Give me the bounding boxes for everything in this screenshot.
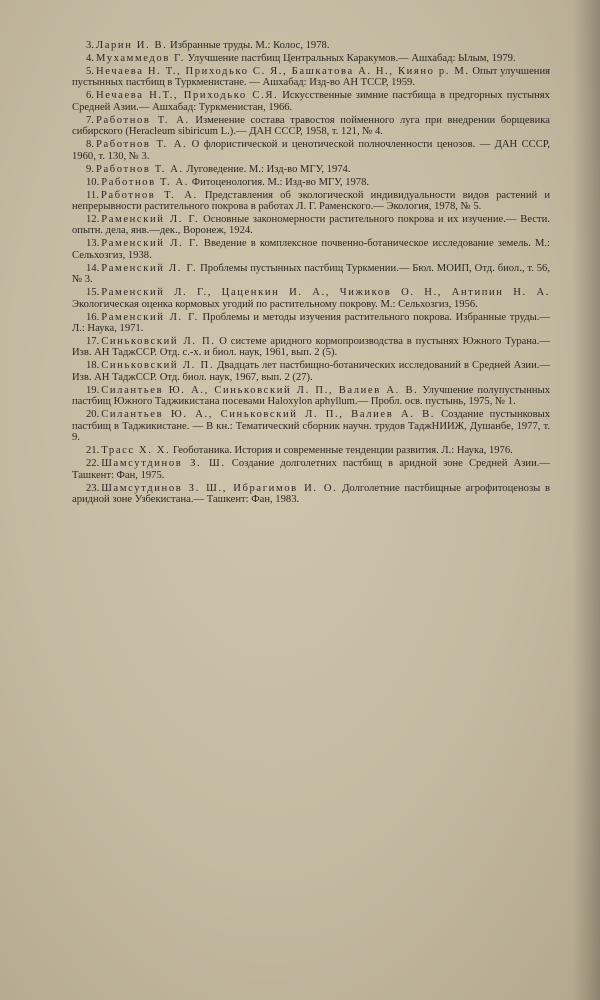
reference-authors: Нечаева Н.Т., Приходько С.Я. bbox=[95, 90, 279, 102]
reference-number: 4. bbox=[86, 53, 94, 64]
reference-authors: Раменский Л. Г., Цаценкин И. А., Чижиков О. Н., Антипин Н. А. bbox=[101, 287, 550, 299]
reference-details: Создание долголетних пастбищ в аридной зоне Средней Азии.— Ташкент: Фан, 1975. bbox=[72, 458, 551, 481]
reference-item bbox=[72, 66, 550, 89]
reference-details: Изменение состава травостоя пойменного луга при внедрении борщевика сибирского (Heracleum sibiricum L.).— ДАН СССР, 1958, т. 121, № 4. bbox=[72, 114, 550, 138]
reference-details: О системе аридного кормопроизводства в пустынях Южного Турана.— Изв. АН ТаджССР. Отд. с.-х. и биол. наук, 1961, вып. 2 (5). bbox=[72, 336, 550, 359]
reference-number: 3. bbox=[86, 40, 94, 51]
reference-authors: Силантьев Ю. А., Синьковский Л. П., Валиев А. В. bbox=[101, 409, 436, 421]
reference-authors: Раменский Л. Г. bbox=[101, 311, 199, 323]
reference-item bbox=[72, 53, 550, 64]
reference-authors: Синьковский Л. П. bbox=[101, 336, 216, 348]
reference-authors: Шамсутдинов З. Ш. bbox=[101, 458, 226, 470]
reference-details: Основные закономерности растительного покрова и их изучение.— Вести. опытн. дела, янв.—дек., Воронеж, 1924. bbox=[72, 214, 550, 237]
reference-item bbox=[72, 164, 550, 175]
reference-details: Представления об экологической индивидуальности видов растений и непрерывности растительного покрова в работах Л. Г. Раменского.— Экология, 1978, № 5. bbox=[72, 189, 551, 213]
reference-authors: Мухаммедов Г. bbox=[95, 53, 185, 64]
reference-item bbox=[72, 190, 550, 213]
reference-authors: Работнов Т. А. bbox=[95, 139, 188, 151]
reference-authors: Работнов Т. А. bbox=[101, 176, 190, 188]
reference-number: 12. bbox=[86, 214, 100, 226]
reference-number: 16. bbox=[86, 311, 100, 323]
reference-item bbox=[72, 40, 550, 51]
reference-details: Долголетние пастбищные агрофитоценозы в аридной зоне Узбекистана.— Ташкент: Фан, 1983. bbox=[72, 482, 550, 505]
reference-details: Проблемы и методы изучения растительного покрова. Избранные труды.— Л.: Наука, 1971. bbox=[72, 311, 550, 335]
reference-details: Создание пустынковых пастбищ в Таджикистане. — В кн.: Тематический сборник научн. трудов ТаджНИИЖ, Душанбе, 1977, т. 9. bbox=[72, 409, 550, 444]
reference-details: Проблемы пустынных пастбищ Туркмении.— Бюл. МОИП, Отд. биол., т. 56, № 3. bbox=[72, 262, 550, 286]
reference-item bbox=[72, 139, 550, 162]
reference-authors: Работнов Т. А. bbox=[95, 163, 184, 175]
reference-number: 20. bbox=[86, 409, 100, 421]
reference-authors: Раменский Л. Г. bbox=[101, 238, 200, 250]
page-gutter-shadow bbox=[572, 0, 600, 1000]
reference-item bbox=[72, 483, 550, 506]
reference-authors: Раменский Л. Г. bbox=[101, 214, 200, 226]
reference-number: 18. bbox=[86, 360, 100, 372]
reference-number: 15. bbox=[86, 287, 100, 299]
reference-number: 5. bbox=[86, 66, 94, 77]
reference-details: Двадцать лет пастбищно-ботанических исследований в Средней Азии.— Изв. АН ТаджССР. Отд. биол. наук, 1967, вып. 2 (27). bbox=[72, 360, 550, 383]
reference-item bbox=[72, 445, 550, 456]
reference-details: Улучшение пастбищ Центральных Каракумов.— Ашхабад: Ылым, 1979. bbox=[187, 53, 516, 64]
reference-item bbox=[72, 287, 550, 310]
reference-item bbox=[72, 409, 550, 443]
reference-details: Опыт улучшения пустынных пастбищ в Туркменистане. — Ашхабад: Изд-во АН ТССР, 1959. bbox=[72, 66, 550, 89]
reference-authors: Раменский Л. Г. bbox=[101, 262, 198, 274]
reference-authors: Ларин И. В. bbox=[95, 40, 168, 51]
reference-number: 23. bbox=[86, 482, 100, 494]
reference-item bbox=[72, 214, 550, 237]
reference-authors: Синьковский Л. П. bbox=[101, 360, 215, 372]
reference-details: Луговедение. М.: Изд-во МГУ, 1974. bbox=[186, 163, 351, 175]
reference-number: 22. bbox=[86, 458, 100, 470]
reference-authors: Трасс Х. Х. bbox=[101, 445, 171, 457]
reference-details: Избранные труды. М.: Колос, 1978. bbox=[170, 40, 330, 51]
reference-authors: Работнов Т. А. bbox=[100, 189, 198, 201]
reference-item bbox=[72, 115, 550, 138]
reference-item bbox=[72, 312, 550, 335]
reference-details: Улучшение полупустынных пастбищ Южного Таджикистана посевами Haloxylon aphyllum.— Пробл. осв. пустынь, 1975, № 1. bbox=[72, 384, 550, 408]
reference-number: 10. bbox=[86, 176, 100, 188]
reference-authors: Шамсутдинов З. Ш., Ибрагимов И. О. bbox=[101, 482, 338, 494]
reference-number: 14. bbox=[86, 262, 100, 274]
reference-item bbox=[72, 177, 550, 188]
reference-details: Искусственные зимние пастбища в предгорных пустынях Средней Азии.— Ашхабад: Туркменистан, 1966. bbox=[72, 90, 550, 113]
reference-number: 19. bbox=[86, 384, 100, 396]
reference-details: Фитоценология. М.: Изд-во МГУ, 1978. bbox=[191, 176, 370, 188]
reference-details: Экологическая оценка кормовых угодий по растительному покрову. М.: Сельхозгиз, 1956. bbox=[72, 298, 478, 310]
reference-item bbox=[72, 336, 550, 359]
reference-number: 7. bbox=[86, 114, 94, 126]
reference-authors: Работнов Т. А. bbox=[95, 114, 190, 126]
reference-authors: Силантьев Ю. А., Синьковский Л. П., Валиев А. В. bbox=[101, 384, 419, 396]
reference-number: 11. bbox=[86, 189, 99, 201]
reference-number: 21. bbox=[86, 445, 100, 457]
reference-number: 17. bbox=[86, 336, 100, 348]
reference-item bbox=[72, 458, 550, 481]
reference-number: 6. bbox=[86, 90, 94, 102]
reference-details: Введение в комплексное почвенно-ботаническое исследование земель. М.: Сельхозгиз, 1938. bbox=[72, 238, 550, 261]
reference-item bbox=[72, 263, 550, 286]
reference-number: 13. bbox=[86, 238, 100, 250]
reference-item bbox=[72, 238, 550, 261]
reference-authors: Нечаева Н. Т., Приходько С. Я., Башкатова А. Н., Кияно р. М. bbox=[95, 66, 470, 77]
reference-details: О флористической и ценотической полночленности ценозов. — ДАН СССР, 1960, т. 130, № 3. bbox=[72, 139, 550, 162]
reference-list bbox=[72, 40, 550, 507]
reference-details: Геоботаника. История и современные тенденции развития. Л.: Наука, 1976. bbox=[172, 445, 513, 457]
reference-item bbox=[72, 385, 550, 408]
reference-item bbox=[72, 360, 550, 383]
reference-number: 8. bbox=[86, 139, 94, 151]
reference-item bbox=[72, 90, 550, 113]
reference-number: 9. bbox=[86, 163, 94, 175]
